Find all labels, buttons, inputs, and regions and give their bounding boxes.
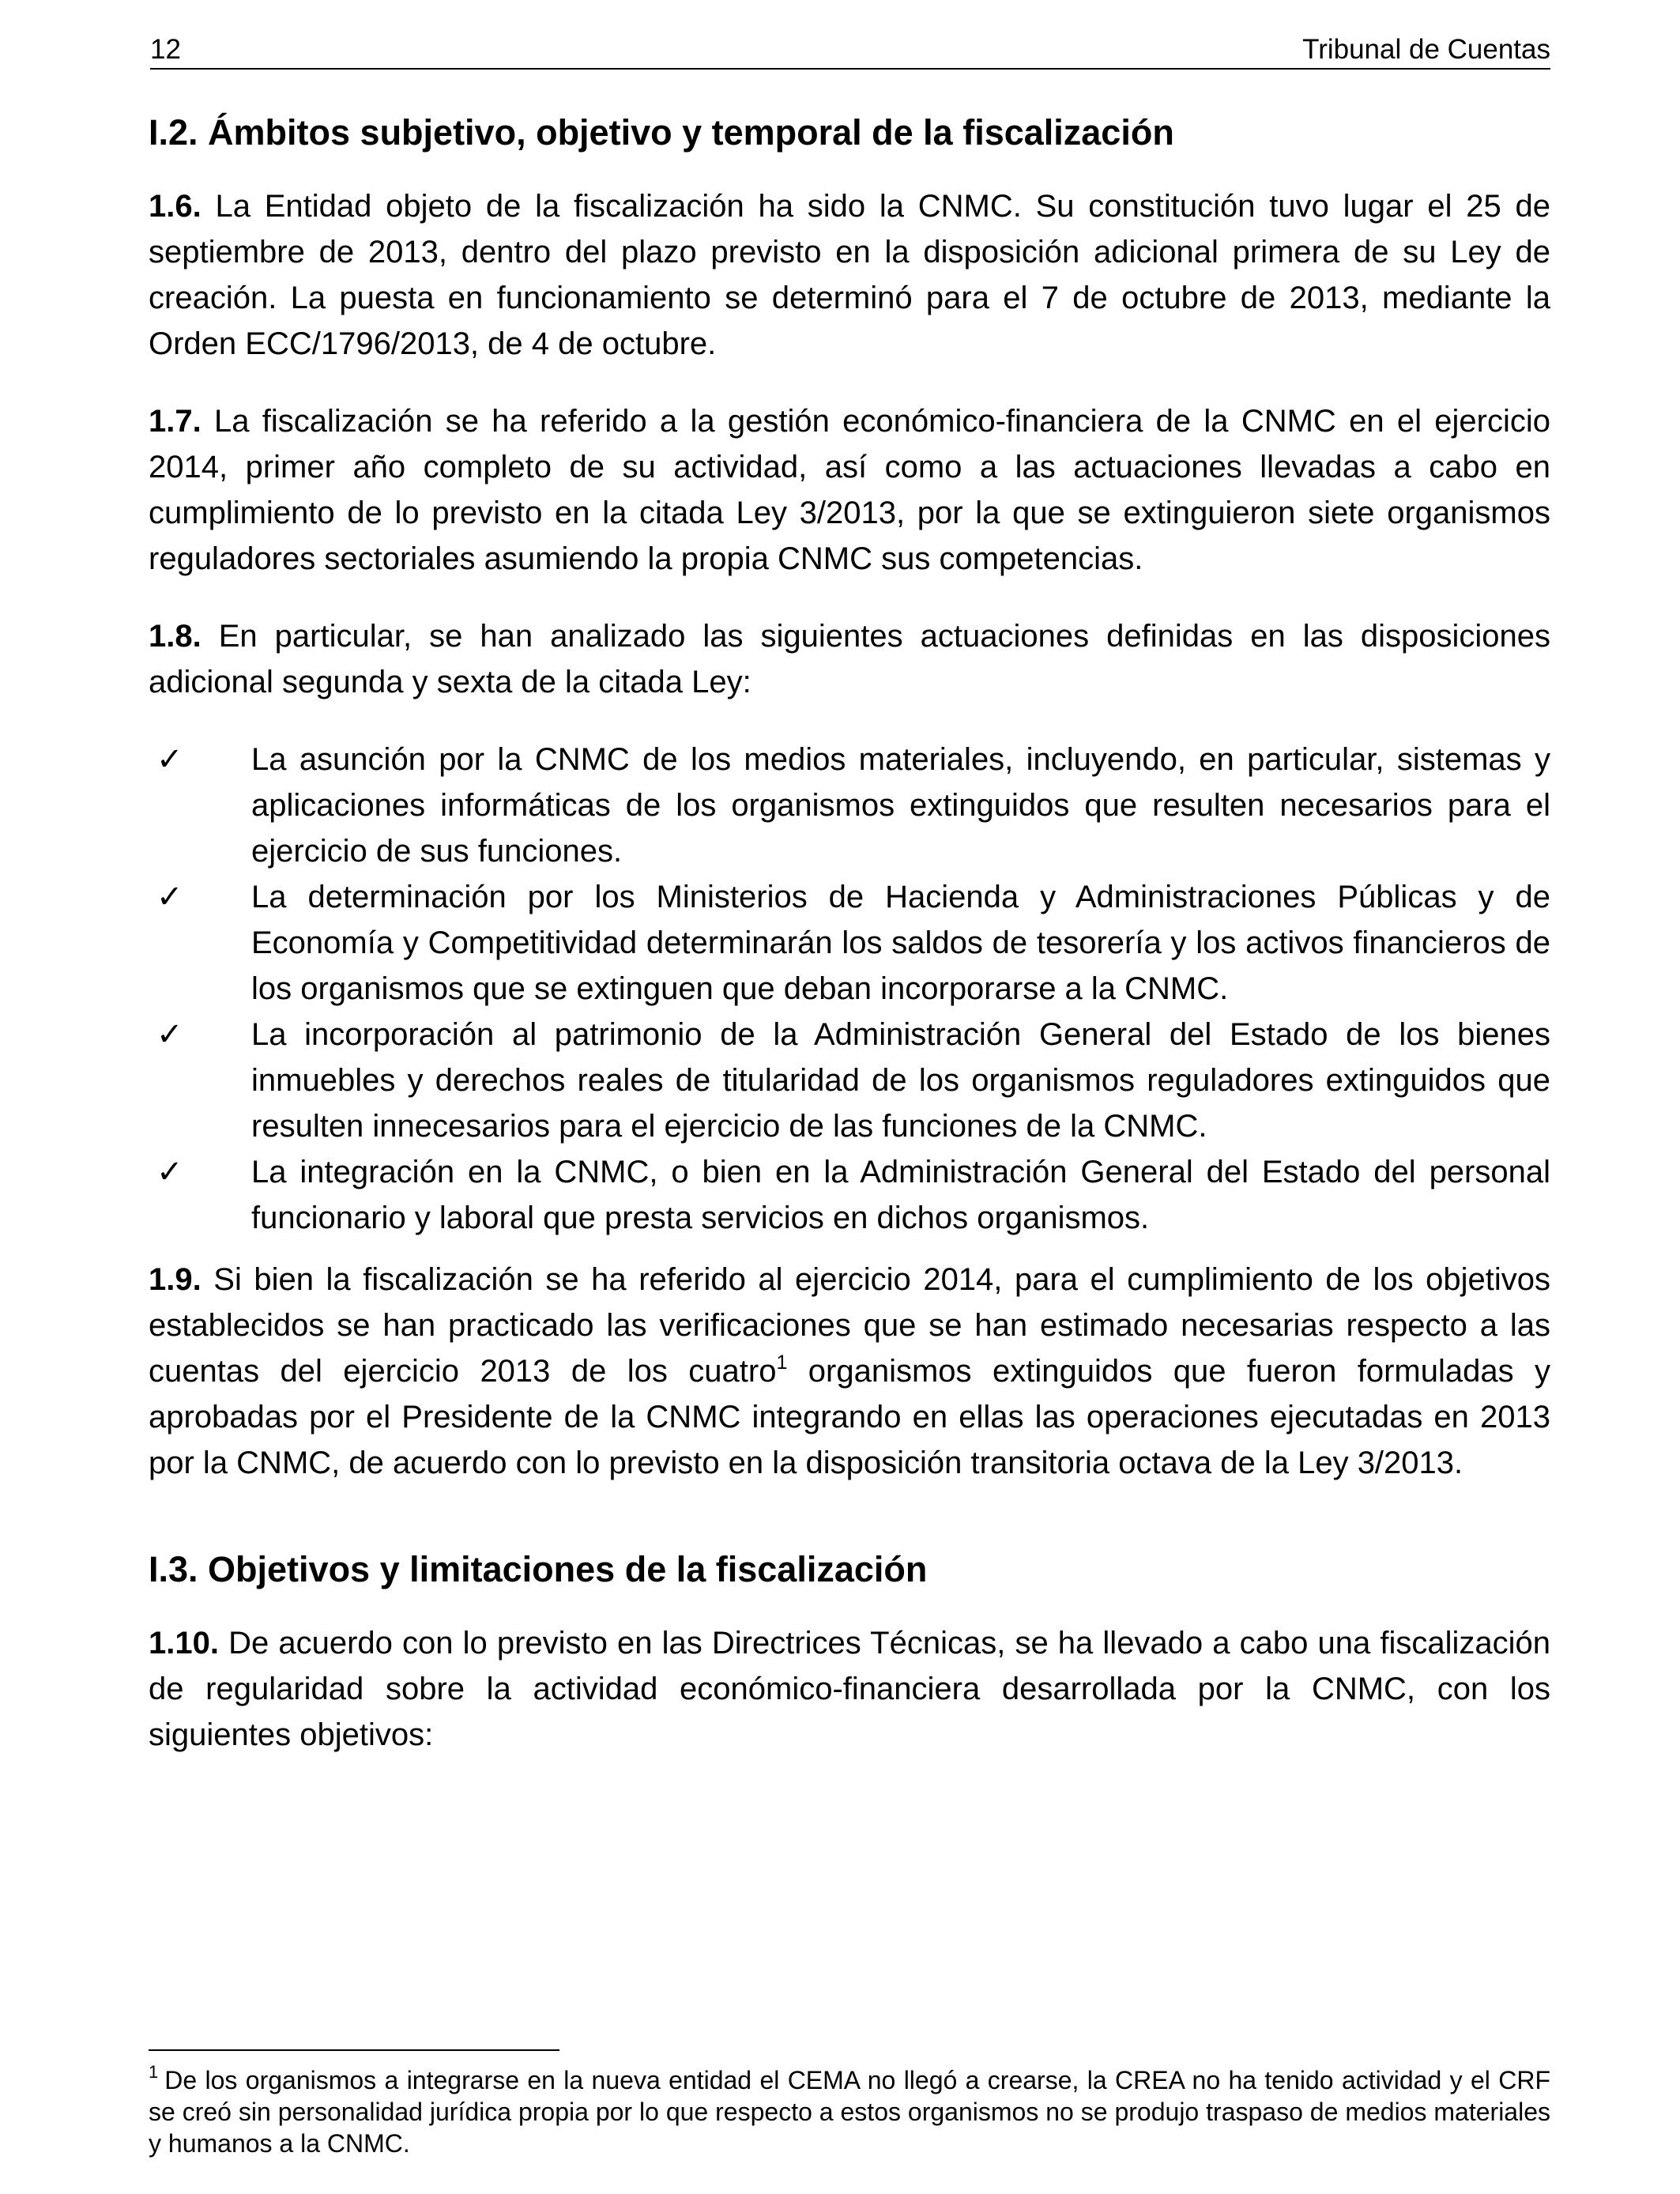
list-item [149, 1012, 1550, 1149]
paragraph-text: En particular, se han analizado las siguientes actuaciones definidas en las disposiciones adicional segunda y sexta de la citada Ley: [149, 619, 1550, 699]
footnote-text: De los organismos a integrarse en la nueva entidad el CEMA no llegó a crearse, la CREA no ha tenido actividad y el CRF se creó sin personalidad jurídica propia por lo que respecto a estos organismos no se produjo traspaso de medios materiales y humanos a la CNMC. [149, 2066, 1550, 2158]
paragraph-1-9 [149, 1257, 1550, 1486]
paragraph-1-10 [149, 1620, 1550, 1758]
footnote-reference[interactable]: 1 [776, 1351, 788, 1374]
paragraph-number: 1.8. [149, 619, 202, 654]
page-number: 12 [150, 34, 181, 65]
paragraph-number: 1.10. [149, 1626, 219, 1661]
paragraph-text: Si bien la fiscalización se ha referido al ejercicio 2014, para el cumplimiento de los objetivos establecidos se han practicado las verificaciones que se han estimado necesarias respecto a las cuentas del ejercicio 2013 de los cuatro [149, 1262, 1550, 1389]
paragraph-1-6 [149, 183, 1550, 367]
paragraph-number: 1.7. [149, 404, 202, 439]
paragraph-1-8 [149, 613, 1550, 705]
check-icon: ✓ [156, 1155, 183, 1189]
list-item [149, 874, 1550, 1012]
section-heading-i2: I.2. Ámbitos subjetivo, objetivo y temporal de la fiscalización [149, 112, 1174, 153]
paragraph-number: 1.6. [149, 189, 202, 224]
footnote-marker: 1 [149, 2062, 159, 2082]
check-icon: ✓ [156, 742, 183, 777]
footnote [149, 2064, 1550, 2159]
section-heading-i3: I.3. Objetivos y limitaciones de la fiscalización [149, 1549, 928, 1589]
page-header [150, 33, 1550, 70]
paragraph-text: La fiscalización se ha referido a la gestión económico-financiera de la CNMC en el ejercicio 2014, primer año completo de su actividad, así como a las actuaciones llevadas a cabo en cumplimiento de lo previsto en la citada Ley 3/2013, por la que se extinguieron siete organismos reguladores sectoriales asumiendo la propia CNMC sus competencias. [149, 404, 1551, 576]
check-icon: ✓ [156, 1017, 183, 1052]
paragraph-1-7 [149, 398, 1550, 582]
header-title: Tribunal de Cuentas [1302, 34, 1550, 65]
list-item [149, 1149, 1550, 1241]
paragraph-text: La Entidad objeto de la fiscalización ha sido la CNMC. Su constitución tuvo lugar el 25 de septiembre de 2013, dentro del plazo previsto en la disposición adicional primera de su Ley de creación. La puesta en funcionamiento se determinó para el 7 de octubre de 2013, mediante la Orden ECC/1796/2013, de 4 de octubre. [149, 189, 1550, 361]
paragraph-text-continued: organismos extinguidos que fueron formuladas y aprobadas por el Presidente de la CNMC integrando en ellas las operaciones ejecutadas en 2013 por la CNMC, de acuerdo con lo previsto en la disposición transitoria octava de la Ley 3/2013. [149, 1354, 1551, 1480]
page-content [149, 109, 1550, 1758]
list-item-text: La asunción por la CNMC de los medios materiales, incluyendo, en particular, sistemas y aplicaciones informáticas de los organismos extinguidos que resulten necesarios para el ejercicio de sus funciones. [251, 742, 1550, 869]
list-item-text: La determinación por los Ministerios de Hacienda y Administraciones Públicas y de Economía y Competitividad determinarán los saldos de tesorería y los activos financieros de los organismos que se extinguen que deban incorporarse a la CNMC. [251, 880, 1550, 1006]
list-item-text: La incorporación al patrimonio de la Administración General del Estado de los bienes inmuebles y derechos reales de titularidad de los organismos reguladores extinguidos que resulten innecesarios para el ejercicio de las funciones de la CNMC. [251, 1017, 1550, 1144]
footnote-separator [149, 2049, 559, 2051]
paragraph-text: De acuerdo con lo previsto en las Directrices Técnicas, se ha llevado a cabo una fiscalización de regularidad sobre la actividad económico-financiera desarrollada por la CNMC, con los siguientes objetivos: [149, 1626, 1550, 1752]
paragraph-number: 1.9. [149, 1262, 202, 1297]
list-item-text: La integración en la CNMC, o bien en la Administración General del Estado del personal funcionario y laboral que presta servicios en dichos organismos. [251, 1155, 1550, 1235]
check-icon: ✓ [156, 880, 183, 914]
list-item [149, 737, 1550, 874]
check-list [149, 737, 1550, 1241]
